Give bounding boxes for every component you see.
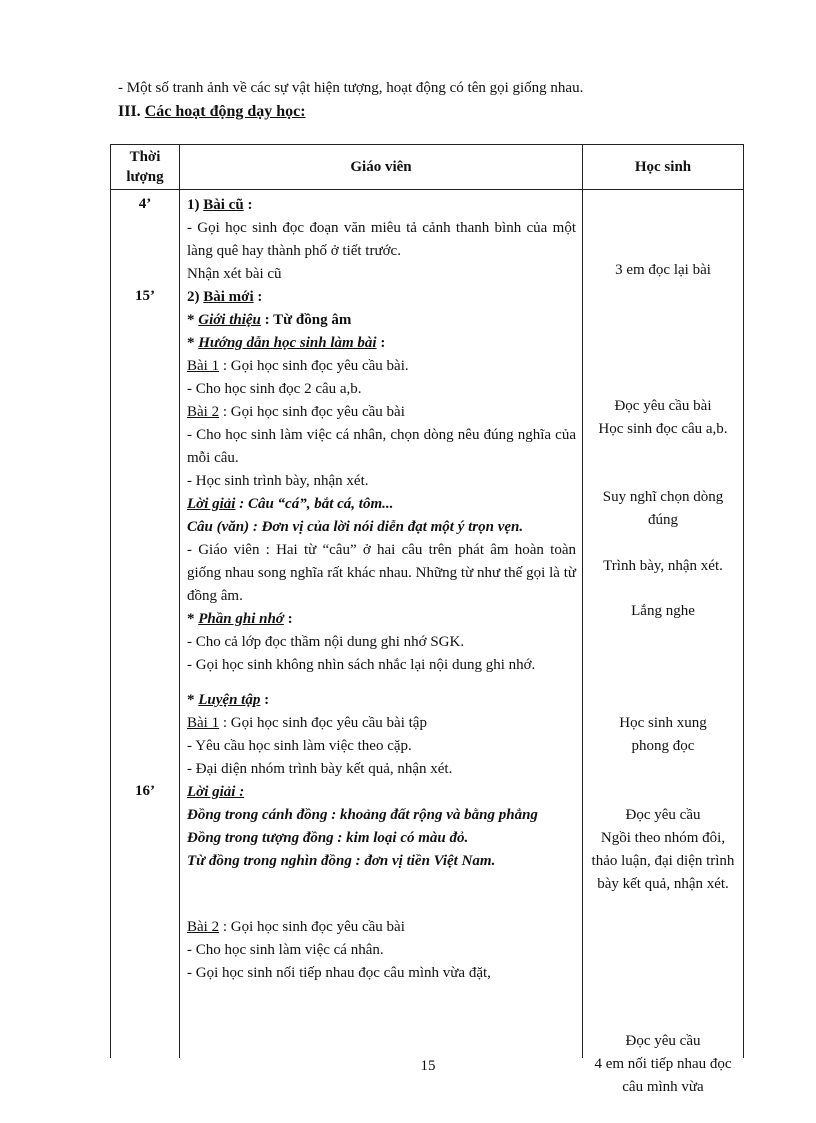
answer-line: Câu (văn) : Đơn vị của lời nói diễn đạt một ý trọn vẹn. xyxy=(187,519,524,535)
student-line: Lắng nghe xyxy=(631,603,695,619)
exercise-2: Bài 2 : Gọi học sinh đọc yêu cầu bài xyxy=(187,404,405,420)
teacher-line: - Gọi học sinh không nhìn sách nhắc lại nội dung ghi nhớ. xyxy=(187,657,536,673)
teacher-line: - Yêu cầu học sinh làm việc theo cặp. xyxy=(187,738,412,754)
practice-exercise-1: Bài 1 : Gọi học sinh đọc yêu cầu bài tập xyxy=(187,715,427,731)
page-number: 15 xyxy=(420,1058,436,1074)
student-line: Đọc yêu cầu bài xyxy=(614,398,712,414)
section-heading xyxy=(118,103,306,121)
memo-heading: * Phần ghi nhớ : xyxy=(187,611,293,627)
time-16: 16’ xyxy=(135,783,155,799)
header-teacher: Giáo viên xyxy=(180,145,583,190)
section-number: III. xyxy=(118,103,141,120)
header-time: Thời lượng xyxy=(111,145,180,190)
table-header-row xyxy=(111,145,744,190)
student-line: Ngồi theo nhóm đôi, thảo luận, đại diện trình bày kết quả, nhận xét. xyxy=(591,830,735,892)
teacher-line: - Cho cả lớp đọc thầm nội dung ghi nhớ SGK. xyxy=(187,634,465,650)
intro-heading: * Giới thiệu : Từ đồng âm xyxy=(187,312,352,328)
teacher-line: - Cho học sinh làm việc cá nhân, chọn dòng nêu đúng nghĩa của mỗi câu. xyxy=(187,427,576,466)
student-line: Trình bày, nhận xét. xyxy=(603,558,723,574)
answer-line: Lời giải : Câu “cá”, bắt cá, tôm... xyxy=(187,496,394,512)
answer-line: Từ đồng trong nghìn đồng : đơn vị tiền Việt Nam. xyxy=(187,853,496,869)
lesson-table xyxy=(110,144,744,1095)
student-line: Học sinh xung phong đọc xyxy=(619,715,707,754)
student-line: Học sinh đọc câu a,b. xyxy=(598,421,728,437)
practice-heading: * Luyện tập : xyxy=(187,692,270,708)
teacher-line: - Gọi học sinh đọc đoạn văn miêu tả cảnh thanh bình của một làng quê hay thành phố ở tiết trước. xyxy=(187,220,576,259)
student-line: Đọc yêu cầu xyxy=(625,1033,701,1049)
teacher-line: - Đại diện nhóm trình bày kết quả, nhận xét. xyxy=(187,761,453,777)
guide-heading: * Hướng dẫn học sinh làm bài : xyxy=(187,335,386,351)
student-line: 3 em đọc lại bài xyxy=(615,262,711,278)
section-title: Các hoạt động dạy học: xyxy=(144,103,306,120)
time-4: 4’ xyxy=(138,196,152,212)
intro-line: - Một số tranh ảnh về các sự vật hiện tượng, hoạt động có tên gọi giống nhau. xyxy=(118,80,584,96)
practice-exercise-2: Bài 2 : Gọi học sinh đọc yêu cầu bài xyxy=(187,919,405,935)
student-line: 4 em nối tiếp nhau đọc câu mình vừa xyxy=(594,1056,732,1095)
teacher-line: Nhận xét bài cũ xyxy=(187,266,282,282)
time-column xyxy=(111,190,180,1059)
teacher-line: - Cho học sinh làm việc cá nhân. xyxy=(187,942,384,958)
teacher-line: - Giáo viên : Hai từ “câu” ở hai câu trên phát âm hoàn toàn giống nhau song nghĩa rất khác nhau. Những từ như thế gọi là từ đồng âm. xyxy=(187,542,576,604)
old-lesson-heading: 1) Bài cũ : xyxy=(187,197,253,213)
answer-line: Đồng trong cánh đồng : khoảng đất rộng và bằng phẳng xyxy=(187,807,538,823)
teacher-line: - Học sinh trình bày, nhận xét. xyxy=(187,473,369,489)
time-15: 15’ xyxy=(135,288,155,304)
teacher-line: - Gọi học sinh nối tiếp nhau đọc câu mình vừa đặt, xyxy=(187,965,491,981)
table-row xyxy=(111,190,744,1059)
new-lesson-heading: 2) Bài mới : xyxy=(187,289,263,305)
exercise-1: Bài 1 : Gọi học sinh đọc yêu cầu bài. xyxy=(187,358,409,374)
teacher-column xyxy=(180,190,583,1059)
answer-heading: Lời giải : xyxy=(187,784,245,800)
student-line: Đọc yêu cầu xyxy=(625,807,701,823)
teacher-line: - Cho học sinh đọc 2 câu a,b. xyxy=(187,381,362,397)
header-student: Học sinh xyxy=(583,145,744,190)
student-column xyxy=(583,190,744,1095)
answer-line: Đồng trong tượng đồng : kim loại có màu đỏ. xyxy=(187,830,469,846)
student-line: Suy nghĩ chọn dòng đúng xyxy=(602,489,724,528)
